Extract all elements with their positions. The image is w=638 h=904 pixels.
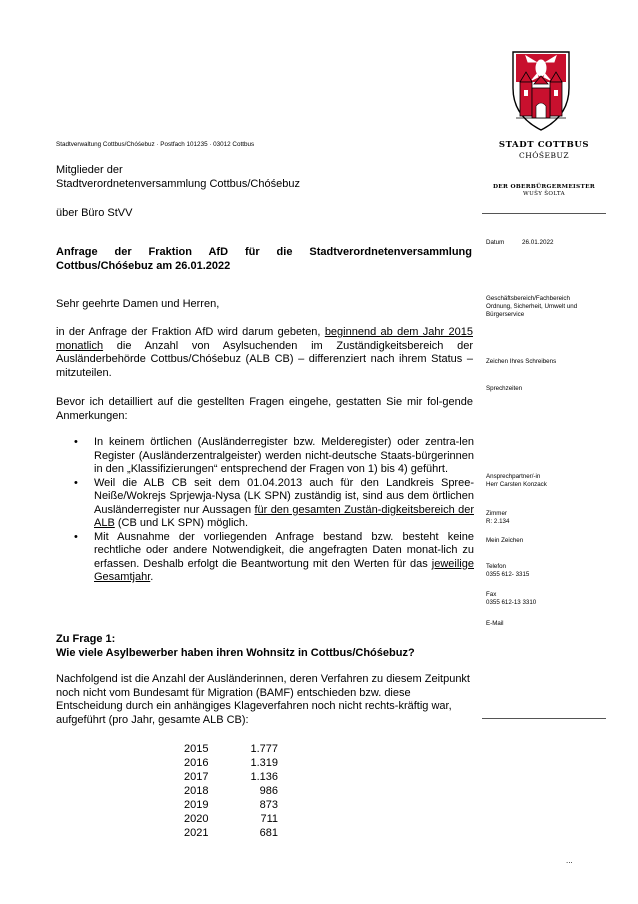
city-name-sorbian: CHÓŚEBUZ xyxy=(518,151,570,160)
list-item xyxy=(94,531,474,585)
table-row xyxy=(184,798,278,812)
date-value: 26.01.2022 xyxy=(522,239,554,246)
contact-block xyxy=(486,473,608,489)
question-1-text: Wie viele Asylbewerber haben ihren Wohnsitz in Cottbus/Chóśebuz? xyxy=(56,647,415,659)
room-value: R: 2.134 xyxy=(486,518,510,525)
department-block xyxy=(486,295,608,319)
table-row xyxy=(184,756,278,770)
paragraph-request-post: die Anzahl von Asylsuchenden im Zuständigkeitsbereich der Ausländerbehörde Cottbus/Chóśebuz (ALB CB) – differenziert nach ihrem Status – mitzuteilen. xyxy=(56,339,473,379)
year-cell: 2017 xyxy=(184,771,209,783)
fax-block xyxy=(486,591,608,607)
value-cell: 873 xyxy=(259,799,278,811)
fax-label: Fax xyxy=(486,591,497,598)
continuation-marker: ... xyxy=(566,856,573,865)
list-item xyxy=(94,436,474,477)
asylum-seekers-per-year-table xyxy=(184,742,278,840)
email-label: E-Mail xyxy=(486,620,504,627)
room-label: Zimmer xyxy=(486,510,507,517)
phone-label: Telefon xyxy=(486,563,506,570)
remarks-list xyxy=(56,436,474,585)
year-cell: 2020 xyxy=(184,813,209,825)
phone-block xyxy=(486,563,608,579)
list-item xyxy=(94,477,474,531)
contact-value: Herr Carsten Konzack xyxy=(486,481,547,488)
year-cell: 2016 xyxy=(184,757,209,769)
sender-address-line: Stadtverwaltung Cottbus/Chóśebuz · Postfach 101235 · 03012 Cottbus xyxy=(56,141,255,148)
mayor-title-block xyxy=(482,184,606,197)
value-cell: 711 xyxy=(260,813,278,825)
year-cell: 2021 xyxy=(184,827,209,839)
date-label: Datum xyxy=(486,239,505,246)
list-item-text-end: . xyxy=(150,571,154,583)
recipient-block xyxy=(56,164,476,191)
year-cell: 2015 xyxy=(184,743,209,755)
value-cell: 1.319 xyxy=(250,757,278,769)
list-item-text: Weil die ALB CB seit dem 01.04.2013 auch für den Landkreis Spree-Neiße/Wokrejs Sprjewja-Nysa (LK SPN) zuständig ist, sind aus dem örtlichen Ausländerregister nur Aussagen xyxy=(94,476,474,516)
sidebar-bottom-divider xyxy=(482,718,606,719)
city-name: STADT COTTBUS xyxy=(498,140,590,150)
value-cell: 1.777 xyxy=(250,743,278,755)
city-name-block xyxy=(482,140,606,160)
paragraph-intro-remarks: Bevor ich detailliert auf die gestellten Fragen eingehe, gestatten Sie mir fol-gende Anmerkungen: xyxy=(56,396,473,422)
letter-subject: Anfrage der Fraktion AfD für die Stadtverordnetenversammlung Cottbus/Chóśebuz am 26.01.2022 xyxy=(56,246,472,272)
value-cell: 986 xyxy=(259,785,278,797)
list-item-text: Mit Ausnahme der vorliegenden Anfrage bestand bzw. besteht keine rechtliche oder andere Notwendigkeit, die angefragten Daten monat-lich zu erfassen. Deshalb erfolgt die Beantwortung mit den Werten für das xyxy=(94,530,474,570)
table-row xyxy=(184,812,278,826)
my-reference-label: Mein Zeichen xyxy=(486,537,524,544)
list-item-underlined: jeweilige Gesamtjahr xyxy=(94,557,474,583)
salutation: Sehr geehrte Damen und Herren, xyxy=(56,298,220,310)
table-row xyxy=(184,770,278,784)
recipient-line-1: Mitglieder der xyxy=(56,164,123,176)
table-row xyxy=(184,826,278,840)
fax-value: 0355 612-13 3310 xyxy=(486,599,537,606)
year-cell: 2019 xyxy=(184,799,209,811)
paragraph-request xyxy=(56,326,473,380)
table-row xyxy=(184,784,278,798)
department-label: Geschäftsbereich/Fachbereich xyxy=(486,295,570,302)
cottbus-coat-of-arms-icon xyxy=(508,42,574,136)
value-cell: 1.136 xyxy=(250,771,278,783)
room-block xyxy=(486,510,608,526)
recipient-via: über Büro StVV xyxy=(56,207,133,219)
list-item-text: In keinem örtlichen (Ausländerregister bzw. Melderegister) oder zentra-len Register (Ausländerzentralgeister) werden nicht-deutsche Staats-bürgerinnen in den „Klassifizierungen“ entsprechend der Fragen von 1) bis 4) geführt. xyxy=(94,436,474,475)
mayor-title-sorbian: WUŠY ŠOLTA xyxy=(523,191,565,197)
office-hours-label: Sprechzeiten xyxy=(486,385,523,392)
paragraph-request-underlined: beginnend ab dem Jahr 2015 monatlich xyxy=(56,326,473,352)
paragraph-request-pre: in der Anfrage der Fraktion AfD wird darum gebeten, xyxy=(56,326,325,338)
question-1-answer: Nachfolgend ist die Anzahl der Ausländerinnen, deren Verfahren zu diesem Zeitpunkt noch nicht vom Bundesamt für Migration (BAMF) entschieden bzw. diese Entscheidung durch ein anhängiges Klageverfahren noch nicht rechts-kräftig war, aufgeführt (pro Jahr, gesamte ALB CB): xyxy=(56,673,470,726)
phone-value: 0355 612- 3315 xyxy=(486,571,530,578)
value-cell: 681 xyxy=(259,827,278,839)
your-reference-label: Zeichen Ihres Schreibens xyxy=(486,358,557,365)
question-1-heading: Zu Frage 1: xyxy=(56,633,116,645)
department-value: Ordnung, Sicherheit, Umwelt und Bürgerservice xyxy=(486,303,578,318)
list-item-underlined: für den gesamten Zustän-digkeitsbereich der ALB xyxy=(94,503,474,529)
list-item-text-end: (CB und LK SPN) möglich. xyxy=(114,517,249,529)
year-cell: 2018 xyxy=(184,785,209,797)
recipient-line-2: Stadtverordnetenversammlung Cottbus/Chóśebuz xyxy=(56,177,300,190)
mayor-title: DER OBERBÜRGERMEISTER xyxy=(492,184,595,190)
table-row xyxy=(184,742,278,756)
sidebar-divider xyxy=(482,213,606,214)
contact-label: Ansprechpartner/-in xyxy=(486,473,541,480)
